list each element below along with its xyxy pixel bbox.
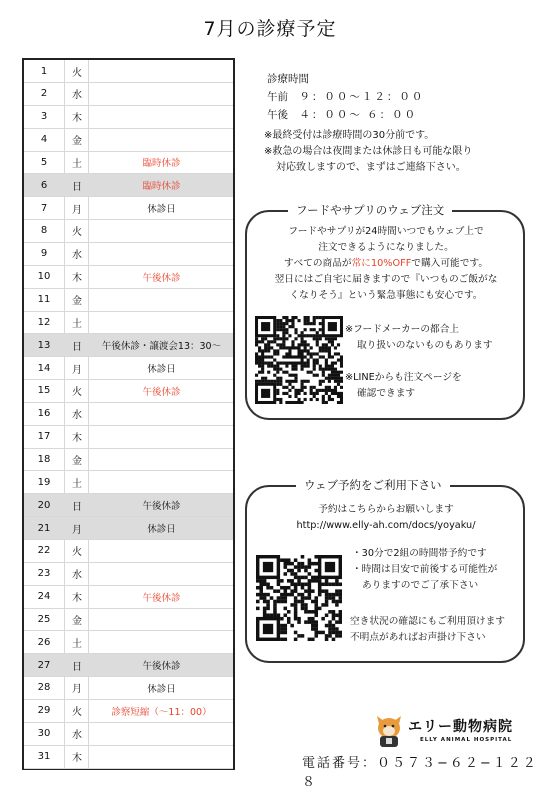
calendar-day: 12 bbox=[37, 316, 51, 328]
calendar-day: 28 bbox=[37, 682, 51, 694]
calendar-row bbox=[24, 448, 233, 471]
reservation-footer-text bbox=[350, 614, 525, 646]
calendar-weekday: 金 bbox=[72, 615, 82, 627]
morning-time: ９：００〜１２：００ bbox=[299, 91, 425, 103]
morning-label: 午前 bbox=[267, 91, 288, 103]
discount-highlight: 常に10%OFF bbox=[351, 258, 412, 269]
calendar-weekday: 火 bbox=[72, 547, 82, 559]
calendar-weekday: 水 bbox=[72, 410, 82, 422]
calendar-row bbox=[24, 563, 233, 586]
calendar-day: 23 bbox=[37, 568, 51, 580]
calendar-day: 25 bbox=[37, 613, 51, 625]
calendar-day: 2 bbox=[40, 88, 48, 100]
calendar-row bbox=[24, 540, 233, 563]
afternoon-time: ４：００〜 ６：００ bbox=[299, 109, 418, 121]
food-text-line: くなりそう』という緊急事態にも安心です。 bbox=[289, 290, 483, 301]
food-text-pre: すべての商品が bbox=[283, 258, 352, 269]
calendar-weekday: 火 bbox=[72, 67, 82, 79]
calendar-day: 19 bbox=[37, 476, 51, 488]
clinic-name: エリー動物病院 bbox=[408, 719, 513, 735]
calendar-row bbox=[24, 494, 233, 517]
calendar-note: 午後休診 bbox=[142, 501, 181, 513]
reservation-intro bbox=[252, 502, 520, 534]
food-box-text bbox=[252, 224, 520, 304]
calendar-weekday: 金 bbox=[72, 136, 82, 148]
food-text-line: フードやサプリが24時間いつでもウェブ上で bbox=[288, 226, 484, 237]
calendar-row bbox=[24, 517, 233, 540]
calendar-row bbox=[24, 106, 233, 129]
calendar-row bbox=[24, 243, 233, 266]
calendar-note: 休診日 bbox=[147, 364, 176, 376]
calendar-row bbox=[24, 723, 233, 746]
calendar-row bbox=[24, 289, 233, 312]
calendar-weekday: 日 bbox=[72, 181, 82, 193]
calendar-weekday: 木 bbox=[72, 593, 82, 605]
calendar-day: 8 bbox=[40, 225, 48, 237]
calendar-day: 22 bbox=[37, 545, 51, 557]
calendar-table bbox=[22, 58, 235, 770]
calendar-weekday: 木 bbox=[72, 433, 82, 445]
calendar-weekday: 木 bbox=[72, 113, 82, 125]
reservation-points bbox=[352, 546, 522, 594]
note-line: ※救急の場合は夜間または休診日も可能な限り bbox=[264, 146, 473, 157]
clinic-hours bbox=[267, 70, 424, 124]
reservation-box-title: ウェブ予約をご利用下さい bbox=[296, 477, 450, 493]
calendar-day: 15 bbox=[37, 385, 51, 397]
calendar-row bbox=[24, 220, 233, 243]
calendar-weekday: 水 bbox=[72, 90, 82, 102]
calendar-weekday: 日 bbox=[72, 501, 82, 513]
calendar-weekday: 土 bbox=[72, 158, 82, 170]
note-line: 対応致しますので、まずはご連絡下さい。 bbox=[276, 162, 466, 173]
calendar-weekday: 木 bbox=[72, 753, 82, 764]
calendar-row bbox=[24, 197, 233, 220]
calendar-day: 14 bbox=[37, 362, 51, 374]
food-text-line: 翌日にはご自宅に届きますので『いつものご飯がな bbox=[274, 274, 498, 285]
calendar-weekday: 火 bbox=[72, 387, 82, 399]
calendar-day: 5 bbox=[40, 156, 48, 168]
calendar-row bbox=[24, 266, 233, 289]
qr-note-line: 取り扱いのないものもあります bbox=[357, 340, 493, 351]
calendar-row bbox=[24, 151, 233, 174]
calendar-note: 休診日 bbox=[147, 524, 176, 535]
calendar-weekday: 火 bbox=[72, 227, 82, 239]
hours-heading: 診療時間 bbox=[267, 73, 309, 85]
calendar-row bbox=[24, 311, 233, 334]
calendar-note: 午後休診 bbox=[142, 386, 181, 398]
calendar-weekday: 土 bbox=[72, 638, 82, 650]
calendar-weekday: 水 bbox=[72, 570, 82, 582]
qr-note-line: ※フードメーカーの都合上 bbox=[345, 324, 460, 335]
calendar-weekday: 土 bbox=[72, 478, 82, 490]
calendar-row bbox=[24, 403, 233, 426]
calendar-day: 17 bbox=[37, 431, 51, 443]
clinic-notes bbox=[264, 128, 514, 176]
calendar-row bbox=[24, 700, 233, 723]
note-line: ※最終受付は診療時間の30分前です。 bbox=[264, 130, 435, 141]
calendar-note: 午後休診・譲渡会13：30〜 bbox=[101, 341, 222, 353]
food-box-title: フードやサプリのウェブ注文 bbox=[288, 202, 452, 218]
qr-note-line: ※LINEからも注文ページを bbox=[345, 372, 462, 383]
calendar-note: 診察短縮（〜11：00） bbox=[111, 706, 212, 718]
calendar-row bbox=[24, 334, 233, 357]
calendar-row bbox=[24, 654, 233, 677]
reservation-url-link[interactable]: http://www.elly-ah.com/docs/yoyaku/ bbox=[296, 520, 476, 531]
page-title: 7月の診療予定 bbox=[203, 18, 337, 40]
calendar-day: 11 bbox=[37, 294, 51, 305]
calendar-row bbox=[24, 60, 233, 83]
calendar-weekday: 月 bbox=[72, 364, 82, 376]
calendar-weekday: 月 bbox=[72, 684, 82, 696]
calendar-note: 臨時休診 bbox=[142, 158, 181, 170]
calendar-row bbox=[24, 174, 233, 197]
calendar-row bbox=[24, 357, 233, 380]
calendar-weekday: 日 bbox=[72, 341, 82, 353]
calendar-day: 7 bbox=[40, 202, 48, 214]
qr-note-line: 確認できます bbox=[357, 388, 416, 399]
calendar-day: 13 bbox=[37, 339, 51, 351]
calendar-row bbox=[24, 129, 233, 152]
calendar-day: 6 bbox=[40, 179, 48, 191]
calendar-row bbox=[24, 631, 233, 654]
calendar-weekday: 金 bbox=[72, 455, 82, 467]
calendar-day: 4 bbox=[40, 134, 48, 146]
food-qr-notes bbox=[345, 322, 520, 402]
calendar-day: 10 bbox=[37, 271, 51, 283]
calendar-weekday: 水 bbox=[72, 730, 82, 742]
calendar-row bbox=[24, 83, 233, 106]
food-text-line: 注文できるようになりました。 bbox=[318, 242, 454, 253]
food-discount-line bbox=[252, 256, 520, 272]
calendar-note: 休診日 bbox=[147, 204, 176, 216]
calendar-note: 休診日 bbox=[147, 683, 176, 695]
calendar-day: 30 bbox=[37, 728, 51, 740]
calendar-day: 20 bbox=[37, 499, 51, 511]
calendar-day: 26 bbox=[37, 636, 51, 648]
calendar-day: 1 bbox=[40, 65, 48, 77]
calendar-day: 21 bbox=[37, 522, 51, 534]
calendar-note: 午後休診 bbox=[142, 661, 181, 673]
afternoon-label: 午後 bbox=[267, 109, 288, 121]
calendar-weekday: 金 bbox=[72, 296, 82, 307]
calendar-row bbox=[24, 471, 233, 494]
calendar-row bbox=[24, 586, 233, 609]
reservation-text-line: 予約はこちらからお願いします bbox=[318, 504, 454, 515]
calendar-day: 18 bbox=[37, 453, 51, 465]
reservation-point: ・30分で2組の時間帯予約です bbox=[352, 548, 487, 559]
calendar-weekday: 土 bbox=[72, 318, 82, 330]
calendar-day: 16 bbox=[37, 408, 51, 420]
calendar-day: 27 bbox=[37, 659, 51, 671]
clinic-phone: 電話番号：０５７３−６２−１２２８ bbox=[302, 756, 538, 790]
calendar-note: 午後休診 bbox=[142, 592, 181, 604]
calendar-weekday: 月 bbox=[72, 524, 82, 536]
reservation-point: 不明点があればお声掛け下さい bbox=[350, 632, 486, 643]
reservation-point: ありますのでご了承下さい bbox=[362, 580, 479, 591]
food-text-post: で購入可能です。 bbox=[411, 258, 489, 269]
reservation-point: ・時間は目安で前後する可能性が bbox=[352, 564, 498, 575]
food-order-qr-code[interactable] bbox=[255, 316, 343, 404]
calendar-weekday: 日 bbox=[72, 661, 82, 673]
calendar-weekday: 水 bbox=[72, 250, 82, 262]
clinic-logo-icon bbox=[374, 714, 404, 752]
hours-afternoon bbox=[267, 106, 424, 124]
calendar-row bbox=[24, 677, 233, 700]
reservation-point: 空き状況の確認にもご利用頂けます bbox=[350, 616, 505, 627]
calendar-row bbox=[24, 426, 233, 449]
calendar-day: 9 bbox=[40, 248, 48, 260]
calendar-day: 31 bbox=[37, 751, 51, 762]
calendar-weekday: 月 bbox=[72, 204, 82, 216]
clinic-english-name: ELLY ANIMAL HOSPITAL bbox=[420, 737, 513, 743]
calendar-weekday: 木 bbox=[72, 273, 82, 285]
calendar-row bbox=[24, 746, 233, 769]
reservation-qr-code[interactable] bbox=[256, 555, 342, 641]
calendar-day: 3 bbox=[40, 111, 48, 123]
calendar-note: 臨時休診 bbox=[142, 181, 181, 193]
calendar-row bbox=[24, 380, 233, 403]
calendar-row bbox=[24, 608, 233, 631]
calendar-note: 午後休診 bbox=[142, 272, 181, 284]
hours-morning bbox=[267, 88, 424, 106]
calendar-weekday: 火 bbox=[72, 707, 82, 719]
calendar-day: 29 bbox=[37, 705, 51, 717]
calendar-day: 24 bbox=[37, 591, 51, 603]
